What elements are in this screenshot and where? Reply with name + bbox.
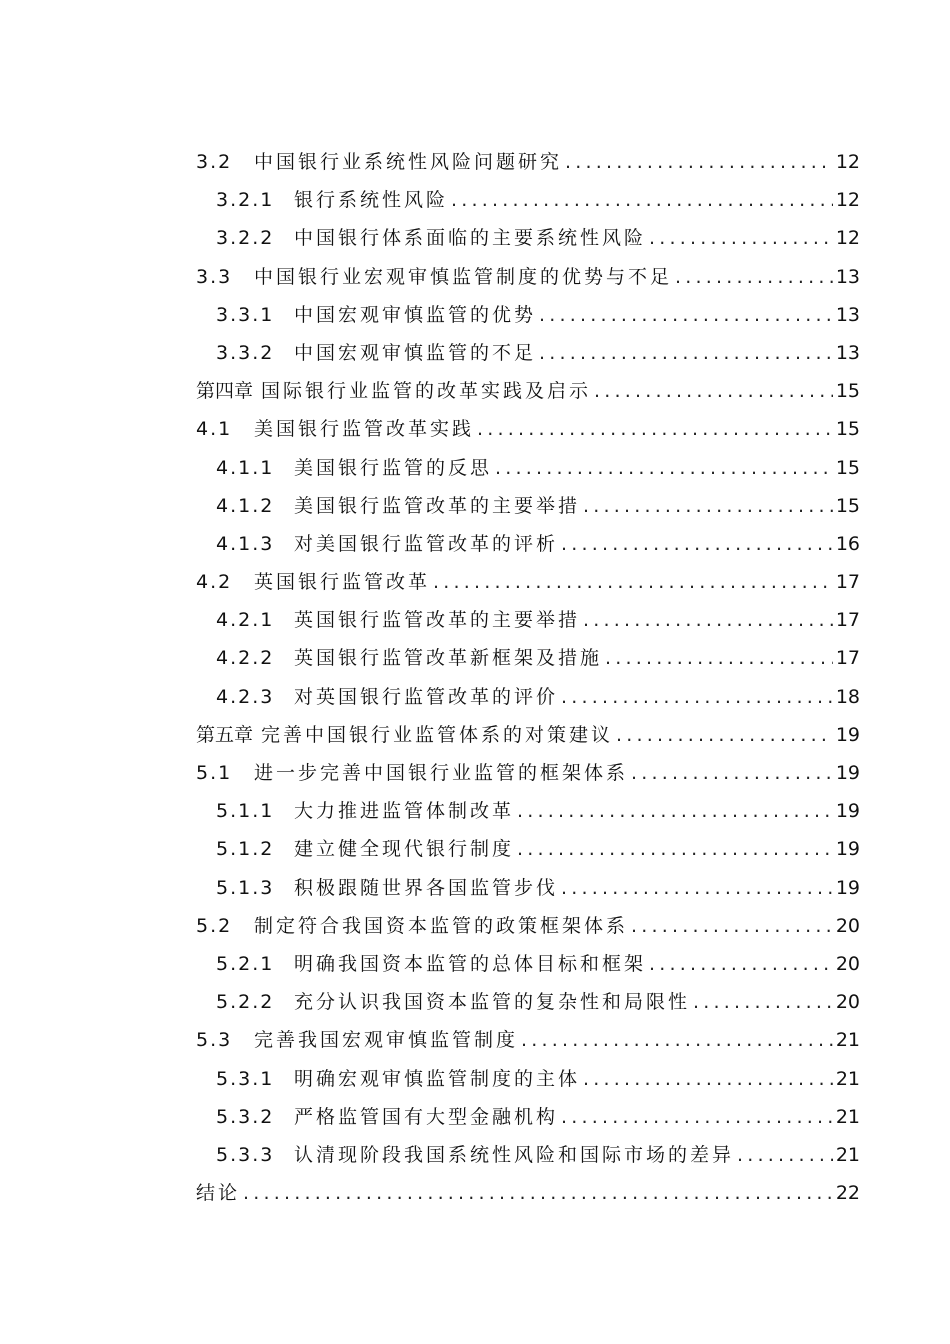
toc-entry-number: 5.1.3: [216, 876, 275, 899]
toc-entry-number: 3.2.1: [216, 189, 275, 212]
toc-entry-page-number: 20: [835, 914, 860, 937]
toc-entry-title: 对英国银行监管改革的评价: [294, 685, 559, 708]
dot-leader: [433, 563, 833, 601]
toc-entry-page-number: 19: [835, 838, 860, 861]
toc-entry-number: 4.2: [196, 571, 233, 594]
toc-entry-title: 进一步完善中国银行业监管的框架体系: [254, 762, 629, 784]
toc-entry-title: 明确我国资本监管的总体目标和框架: [294, 952, 647, 975]
toc-entry-title: 中国宏观审慎监管的优势: [294, 303, 537, 326]
toc-entry-page-number: 13: [835, 265, 860, 288]
toc-entry-title: 美国银行监管的反思: [294, 456, 493, 479]
toc-entry[interactable]: [196, 219, 860, 257]
toc-entry-page-number: 19: [835, 800, 860, 823]
toc-entry[interactable]: [196, 563, 860, 601]
toc-entry-page-number: 16: [835, 532, 860, 555]
toc-entry-number: 5.2.2: [216, 991, 275, 1014]
toc-entry[interactable]: [196, 1060, 860, 1098]
dot-leader: [737, 1136, 833, 1174]
toc-entry-number: 5.1.1: [216, 800, 275, 823]
toc-entry-number: 4.2.1: [216, 609, 275, 632]
toc-entry-page-number: 12: [835, 151, 860, 173]
toc-entry-page-number: 22: [835, 1182, 860, 1205]
toc-entry-page-number: 21: [835, 1029, 860, 1052]
toc-entry-page-number: 21: [835, 1067, 860, 1090]
toc-entry[interactable]: [196, 143, 860, 181]
toc-entry-number: 3.2.2: [216, 227, 275, 250]
toc-entry-page-number: 13: [835, 341, 860, 364]
toc-entry-page-number: 15: [835, 380, 860, 403]
dot-leader: [451, 181, 833, 219]
dot-leader: [605, 639, 833, 677]
toc-entry-title: 严格监管国有大型金融机构: [294, 1105, 559, 1128]
toc-entry-number: 4.2.2: [216, 647, 275, 670]
toc-entry-page-number: 19: [835, 876, 860, 899]
toc-entry-number: 4.1.3: [216, 532, 275, 555]
toc-entry-title: 完善中国银行业监管体系的对策建议: [261, 723, 614, 746]
dot-leader: [561, 525, 833, 563]
dot-leader: [565, 143, 833, 181]
toc-entry-title: 国际银行业监管的改革实践及启示: [261, 380, 592, 403]
toc-entry-title: 中国银行业系统性风险问题研究: [254, 151, 563, 173]
dot-leader: [594, 372, 833, 410]
dot-leader: [517, 830, 833, 868]
toc-entry-title: 美国银行监管改革的主要举措: [294, 494, 581, 517]
toc-entry[interactable]: [196, 449, 860, 487]
toc-entry[interactable]: [196, 410, 860, 448]
toc-entry-number: 5.2.1: [216, 952, 275, 975]
toc-entry-number: 3.3.1: [216, 303, 275, 326]
toc-entry-title: 大力推进监管体制改革: [294, 800, 515, 823]
toc-entry-title: 明确宏观审慎监管制度的主体: [294, 1067, 581, 1090]
toc-entry-page-number: 19: [835, 762, 860, 784]
toc-entry[interactable]: [196, 1174, 860, 1212]
toc-entry-number: 5.1: [196, 762, 233, 784]
toc-entry[interactable]: [196, 754, 860, 792]
toc-entry-page-number: 20: [835, 952, 860, 975]
toc-entry[interactable]: [196, 1021, 860, 1059]
toc-entry[interactable]: [196, 296, 860, 334]
toc-entry-page-number: 15: [835, 494, 860, 517]
toc-entry-page-number: 12: [835, 189, 860, 212]
toc-entry[interactable]: [196, 258, 860, 296]
toc-entry[interactable]: [196, 983, 860, 1021]
toc-entry-title: 银行系统性风险: [294, 189, 449, 212]
toc-entry-title: 充分认识我国资本监管的复杂性和局限性: [294, 991, 691, 1014]
toc-entry-title: 积极跟随世界各国监管步伐: [294, 876, 559, 899]
toc-entry[interactable]: [196, 716, 860, 754]
toc-entry-title: 完善我国宏观审慎监管制度: [254, 1029, 519, 1052]
toc-entry-title: 中国银行体系面临的主要系统性风险: [294, 227, 647, 250]
toc-entry-page-number: 19: [835, 723, 860, 746]
toc-entry-title: 制定符合我国资本监管的政策框架体系: [254, 914, 629, 937]
dot-leader: [495, 449, 833, 487]
toc-entry-page-number: 18: [835, 685, 860, 708]
toc-entry-number: 第五章: [196, 723, 254, 746]
toc-entry[interactable]: [196, 869, 860, 907]
toc-entry-number: 5.3: [196, 1029, 233, 1052]
toc-entry-number: 4.1.2: [216, 494, 275, 517]
toc-entry-title: 英国银行监管改革: [254, 571, 431, 594]
toc-entry-title: 英国银行监管改革的主要举措: [294, 609, 581, 632]
toc-entry[interactable]: [196, 334, 860, 372]
toc-entry[interactable]: [196, 792, 860, 830]
dot-leader: [477, 410, 833, 448]
toc-entry-page-number: 20: [835, 991, 860, 1014]
toc-entry-title: 中国银行业宏观审慎监管制度的优势与不足: [254, 265, 673, 288]
toc-entry-title: 建立健全现代银行制度: [294, 838, 515, 861]
toc-entry-number: 5.3.3: [216, 1143, 275, 1166]
toc-entry-page-number: 17: [835, 647, 860, 670]
table-of-contents: [196, 143, 860, 1212]
dot-leader: [243, 1174, 833, 1212]
dot-leader: [561, 1098, 833, 1136]
toc-entry[interactable]: [196, 601, 860, 639]
dot-leader: [583, 487, 833, 525]
toc-entry-title: 认清现阶段我国系统性风险和国际市场的差异: [294, 1143, 735, 1166]
toc-entry-page-number: 13: [835, 303, 860, 326]
toc-entry-page-number: 21: [835, 1105, 860, 1128]
toc-entry-page-number: 12: [835, 227, 860, 250]
dot-leader: [561, 678, 833, 716]
dot-leader: [517, 792, 833, 830]
dot-leader: [649, 945, 833, 983]
toc-entry[interactable]: [196, 830, 860, 868]
toc-entry-title: 结论: [196, 1182, 241, 1205]
toc-entry[interactable]: [196, 1136, 860, 1174]
toc-entry-number: 第四章: [196, 380, 254, 403]
toc-entry-number: 5.3.1: [216, 1067, 275, 1090]
toc-entry-number: 3.2: [196, 151, 233, 173]
toc-entry[interactable]: [196, 678, 860, 716]
toc-entry-number: 5.3.2: [216, 1105, 275, 1128]
dot-leader: [521, 1021, 833, 1059]
toc-entry[interactable]: [196, 525, 860, 563]
toc-entry-page-number: 21: [835, 1143, 860, 1166]
toc-entry-title: 美国银行监管改革实践: [254, 418, 475, 441]
toc-entry-number: 5.2: [196, 914, 233, 937]
toc-entry-title: 中国宏观审慎监管的不足: [294, 341, 537, 364]
toc-entry[interactable]: [196, 1098, 860, 1136]
dot-leader: [693, 983, 833, 1021]
toc-entry[interactable]: [196, 639, 860, 677]
toc-entry-page-number: 15: [835, 456, 860, 479]
dot-leader: [631, 754, 833, 792]
toc-entry-number: 4.2.3: [216, 685, 275, 708]
dot-leader: [616, 716, 833, 754]
dot-leader: [539, 334, 833, 372]
dot-leader: [649, 219, 833, 257]
toc-entry[interactable]: [196, 487, 860, 525]
toc-entry-page-number: 15: [835, 418, 860, 441]
dot-leader: [631, 907, 833, 945]
toc-entry[interactable]: [196, 907, 860, 945]
toc-entry-number: 5.1.2: [216, 838, 275, 861]
dot-leader: [583, 1060, 833, 1098]
toc-entry[interactable]: [196, 181, 860, 219]
toc-entry-number: 4.1.1: [216, 456, 275, 479]
dot-leader: [539, 296, 833, 334]
toc-entry-number: 3.3: [196, 265, 233, 288]
dot-leader: [583, 601, 833, 639]
dot-leader: [561, 869, 833, 907]
toc-entry-page-number: 17: [835, 571, 860, 594]
toc-entry[interactable]: [196, 945, 860, 983]
toc-entry-number: 3.3.2: [216, 341, 275, 364]
toc-entry-number: 4.1: [196, 418, 233, 441]
toc-entry-title: 对美国银行监管改革的评析: [294, 532, 559, 555]
toc-entry-title: 英国银行监管改革新框架及措施: [294, 647, 603, 670]
toc-entry[interactable]: [196, 372, 860, 410]
dot-leader: [675, 258, 833, 296]
toc-entry-page-number: 17: [835, 609, 860, 632]
